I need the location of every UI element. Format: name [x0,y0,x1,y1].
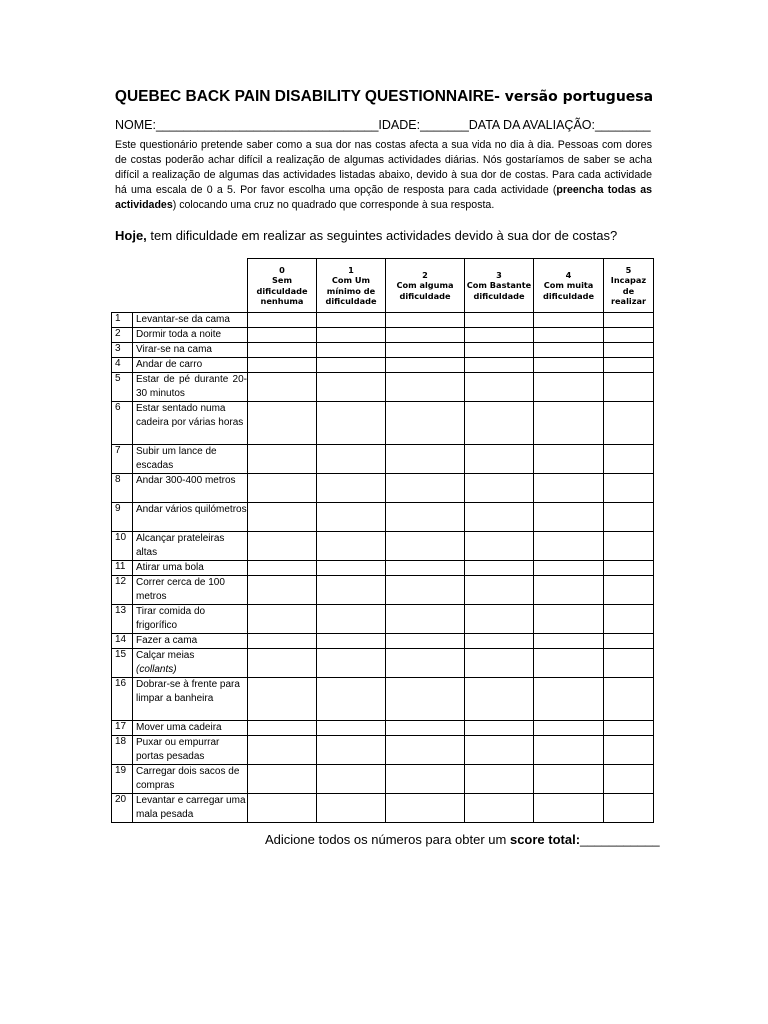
activity-number: 4 [112,358,133,373]
scale-number: 4 [565,269,572,280]
activity-label [133,343,248,358]
answer-cell-4[interactable] [534,634,604,649]
scale-number: 0 [279,264,285,275]
activity-text: Levantar e carregar uma mala pesada [136,795,246,820]
activity-number: 20 [112,794,133,823]
activity-text: Carregar dois sacos de compras [136,766,240,791]
answer-cell-2[interactable] [386,736,465,765]
answer-cell-4[interactable] [534,313,604,328]
activity-note: (collants) [136,664,177,675]
answer-cell-1[interactable] [317,649,386,678]
table-row [112,445,654,474]
answer-cell-4[interactable] [534,373,604,402]
answer-cell-1[interactable] [317,576,386,605]
answer-cell-4[interactable] [534,532,604,561]
activity-text: Estar sentado numa cadeira por várias horas [136,403,244,428]
answer-cell-3[interactable] [465,532,534,561]
answer-cell-4[interactable] [534,402,604,445]
answer-cell-1[interactable] [317,445,386,474]
activity-label [133,358,248,373]
table-row [112,576,654,605]
activity-number: 1 [112,313,133,328]
activity-number: 10 [112,532,133,561]
question-today: Hoje, [115,228,147,243]
answer-cell-2[interactable] [386,445,465,474]
table-row [112,313,654,328]
total-score-field[interactable]: ___________ [580,832,660,847]
answer-cell-2[interactable] [386,678,465,721]
answer-cell-5[interactable] [604,445,654,474]
scale-header-5 [604,259,654,313]
activity-label [133,794,248,823]
answer-cell-5[interactable] [604,765,654,794]
scale-label: Com Bastante dificuldade [466,280,532,301]
answer-cell-1[interactable] [317,561,386,576]
answer-cell-2[interactable] [386,343,465,358]
question-text: tem dificuldade em realizar as seguintes actividades devido à sua dor de costas? [146,228,618,243]
answer-cell-2[interactable] [386,576,465,605]
answer-cell-1[interactable] [317,503,386,532]
instructions-text-1: Este questionário pretende saber como a sua dor nas costas afecta a sua vida no dia à dia. Pessoas com dores de costas poderão achar difícil a realização de algumas actividades diárias. Nós gostaríamos de saber se acha difícil a realização de algumas das actividades listadas abaixo, devido à sua dor de costas. Para cada actividade há uma escala de 0 a 5. Por favor escolha uma opção de resposta para cada actividade ( [115,139,652,196]
activity-number: 9 [112,503,133,532]
activity-label [133,532,248,561]
activity-number: 13 [112,605,133,634]
activity-text: Correr cerca de 100 metros [136,577,225,602]
scale-header-3 [465,259,534,313]
answer-cell-1[interactable] [317,373,386,402]
answer-cell-4[interactable] [534,328,604,343]
table-row [112,343,654,358]
answer-cell-4[interactable] [534,503,604,532]
answer-cell-1[interactable] [317,634,386,649]
scale-label: Incapaz de realizar [610,275,647,306]
answer-cell-4[interactable] [534,721,604,736]
answer-cell-2[interactable] [386,605,465,634]
activity-text: Puxar ou empurrar portas pesadas [136,737,220,762]
answer-cell-5[interactable] [604,358,654,373]
scale-number: 1 [348,264,354,275]
answer-cell-5[interactable] [604,313,654,328]
activity-number: 19 [112,765,133,794]
scale-number: 3 [496,269,502,280]
answer-cell-1[interactable] [317,343,386,358]
answer-cell-0[interactable] [248,532,317,561]
title-subtitle: - versão portuguesa [494,89,654,105]
answer-cell-3[interactable] [465,634,534,649]
activity-label [133,678,248,721]
answer-cell-2[interactable] [386,328,465,343]
answer-cell-5[interactable] [604,474,654,503]
answer-cell-5[interactable] [604,373,654,402]
table-row [112,328,654,343]
answer-cell-2[interactable] [386,358,465,373]
answer-cell-4[interactable] [534,343,604,358]
answer-cell-2[interactable] [386,649,465,678]
answer-cell-3[interactable] [465,343,534,358]
answer-cell-3[interactable] [465,328,534,343]
activity-label [133,649,248,678]
answer-cell-0[interactable] [248,358,317,373]
answer-cell-4[interactable] [534,736,604,765]
activity-number: 5 [112,373,133,402]
table-row [112,474,654,503]
activity-number: 3 [112,343,133,358]
answer-cell-4[interactable] [534,765,604,794]
activity-number: 15 [112,649,133,678]
activity-number: 14 [112,634,133,649]
total-label: score total: [509,832,581,847]
answer-cell-3[interactable] [465,721,534,736]
patient-info-line[interactable]: NOME:________________________________IDADE:_______DATA DA AVALIAÇÃO:________ [115,118,651,132]
scale-label: Com alguma dificuldade [396,280,454,301]
activity-label [133,576,248,605]
question-prompt [115,228,617,243]
answer-cell-4[interactable] [534,358,604,373]
table-row [112,358,654,373]
answer-cell-5[interactable] [604,605,654,634]
answer-cell-0[interactable] [248,576,317,605]
activity-text: Fazer a cama [136,635,198,646]
answer-cell-1[interactable] [317,678,386,721]
answer-cell-5[interactable] [604,576,654,605]
activity-number: 18 [112,736,133,765]
table-row [112,373,654,402]
answer-cell-3[interactable] [465,358,534,373]
total-text: Adicione todos os números para obter um [265,832,510,847]
activity-text: Subir um lance de escadas [136,446,217,471]
instructions-text-2: ) colocando uma cruz no quadrado que corresponde à sua resposta. [172,199,495,211]
answer-cell-4[interactable] [534,474,604,503]
answer-cell-1[interactable] [317,794,386,823]
activity-text: Levantar-se da cama [136,314,230,325]
answer-cell-0[interactable] [248,445,317,474]
activity-label [133,736,248,765]
table-row [112,721,654,736]
activity-text: Calçar meias [136,650,195,661]
activity-number: 12 [112,576,133,605]
answer-cell-0[interactable] [248,474,317,503]
answer-cell-3[interactable] [465,678,534,721]
answer-cell-3[interactable] [465,765,534,794]
answer-cell-5[interactable] [604,649,654,678]
answer-cell-4[interactable] [534,561,604,576]
answer-cell-2[interactable] [386,373,465,402]
answer-cell-1[interactable] [317,474,386,503]
activity-label [133,328,248,343]
answer-cell-4[interactable] [534,794,604,823]
table-row [112,794,654,823]
activity-text: Tirar comida do frigorífico [136,606,206,631]
answer-cell-2[interactable] [386,634,465,649]
answer-cell-0[interactable] [248,313,317,328]
table-row [112,736,654,765]
scale-label: Com Um mínimo de dificuldade [325,275,377,306]
scale-header-0 [248,259,317,313]
answer-cell-0[interactable] [248,649,317,678]
scale-header-2 [386,259,465,313]
answer-cell-4[interactable] [534,576,604,605]
activity-number: 16 [112,678,133,721]
answer-cell-3[interactable] [465,503,534,532]
answer-cell-5[interactable] [604,503,654,532]
answer-cell-5[interactable] [604,561,654,576]
answer-cell-1[interactable] [317,358,386,373]
answer-cell-0[interactable] [248,634,317,649]
scale-number: 5 [625,264,632,275]
title-main: QUEBEC BACK PAIN DISABILITY QUESTIONNAIRE [114,88,495,105]
answer-cell-4[interactable] [534,678,604,721]
activity-text: Atirar uma bola [136,562,204,573]
activity-text: Andar 300-400 metros [136,475,236,486]
answer-cell-5[interactable] [604,343,654,358]
activity-text: Dobrar-se à frente para limpar a banheira [136,679,240,704]
activity-text: Andar vários quilómetros [136,504,247,515]
answer-cell-1[interactable] [317,328,386,343]
answer-cell-3[interactable] [465,794,534,823]
activity-label [133,721,248,736]
activity-label [133,605,248,634]
activity-label [133,765,248,794]
answer-cell-0[interactable] [248,605,317,634]
activity-label [133,634,248,649]
answer-cell-5[interactable] [604,532,654,561]
answer-cell-2[interactable] [386,561,465,576]
answer-cell-1[interactable] [317,313,386,328]
activity-label [133,402,248,445]
answer-cell-2[interactable] [386,765,465,794]
activity-label [133,474,248,503]
answer-cell-0[interactable] [248,503,317,532]
answer-cell-2[interactable] [386,794,465,823]
activity-text: Virar-se na cama [136,344,212,355]
activity-label [133,445,248,474]
activity-number: 2 [112,328,133,343]
scale-header-1 [317,259,386,313]
page-title [0,88,768,106]
answer-cell-0[interactable] [248,736,317,765]
answer-cell-2[interactable] [386,503,465,532]
answer-cell-3[interactable] [465,605,534,634]
activity-text: Dormir toda a noite [136,329,222,340]
activities-table [111,258,654,823]
activity-number: 8 [112,474,133,503]
activity-number: 7 [112,445,133,474]
table-row [112,649,654,678]
activity-label [133,561,248,576]
answer-cell-3[interactable] [465,373,534,402]
answer-cell-5[interactable] [604,634,654,649]
instructions [115,138,652,213]
answer-cell-3[interactable] [465,561,534,576]
answer-cell-5[interactable] [604,328,654,343]
activity-text: Estar de pé durante 20-30 minutos [136,374,247,399]
answer-cell-5[interactable] [604,721,654,736]
header-blank [112,259,248,313]
answer-cell-2[interactable] [386,313,465,328]
answer-cell-2[interactable] [386,474,465,503]
answer-cell-5[interactable] [604,678,654,721]
total-score-line [265,832,660,847]
table-row [112,765,654,794]
activity-label [133,373,248,402]
answer-cell-2[interactable] [386,532,465,561]
answer-cell-2[interactable] [386,402,465,445]
answer-cell-3[interactable] [465,445,534,474]
answer-cell-0[interactable] [248,765,317,794]
answer-cell-2[interactable] [386,721,465,736]
answer-cell-3[interactable] [465,736,534,765]
table-row [112,532,654,561]
answer-cell-0[interactable] [248,678,317,721]
answer-cell-0[interactable] [248,794,317,823]
answer-cell-0[interactable] [248,561,317,576]
instructions-emphasis: preencha todas as actividades [115,184,652,211]
answer-cell-3[interactable] [465,402,534,445]
scale-label: Com muita dificuldade [542,280,595,301]
table-row [112,561,654,576]
answer-cell-4[interactable] [534,445,604,474]
scale-number: 2 [422,269,428,280]
answer-cell-1[interactable] [317,605,386,634]
table-row [112,678,654,721]
scale-header-row [112,259,654,313]
activity-text: Alcançar prateleiras altas [136,533,225,558]
answer-cell-5[interactable] [604,794,654,823]
answer-cell-1[interactable] [317,402,386,445]
answer-cell-4[interactable] [534,649,604,678]
table-row [112,503,654,532]
activity-label [133,503,248,532]
table-row [112,402,654,445]
scale-label: Sem dificuldade nenhuma [256,275,308,306]
scale-header-4 [534,259,604,313]
answer-cell-3[interactable] [465,576,534,605]
answer-cell-5[interactable] [604,402,654,445]
answer-cell-1[interactable] [317,736,386,765]
table-row [112,605,654,634]
answer-cell-0[interactable] [248,373,317,402]
activity-number: 17 [112,721,133,736]
answer-cell-0[interactable] [248,721,317,736]
activity-number: 6 [112,402,133,445]
answer-cell-3[interactable] [465,474,534,503]
answer-cell-5[interactable] [604,736,654,765]
answer-cell-3[interactable] [465,313,534,328]
activity-text: Andar de carro [136,359,203,370]
answer-cell-1[interactable] [317,765,386,794]
answer-cell-1[interactable] [317,721,386,736]
answer-cell-4[interactable] [534,605,604,634]
table-row [112,634,654,649]
answer-cell-0[interactable] [248,328,317,343]
activity-text: Mover uma cadeira [136,722,222,733]
answer-cell-1[interactable] [317,532,386,561]
activity-number: 11 [112,561,133,576]
answer-cell-0[interactable] [248,343,317,358]
activity-label [133,313,248,328]
answer-cell-0[interactable] [248,402,317,445]
answer-cell-3[interactable] [465,649,534,678]
